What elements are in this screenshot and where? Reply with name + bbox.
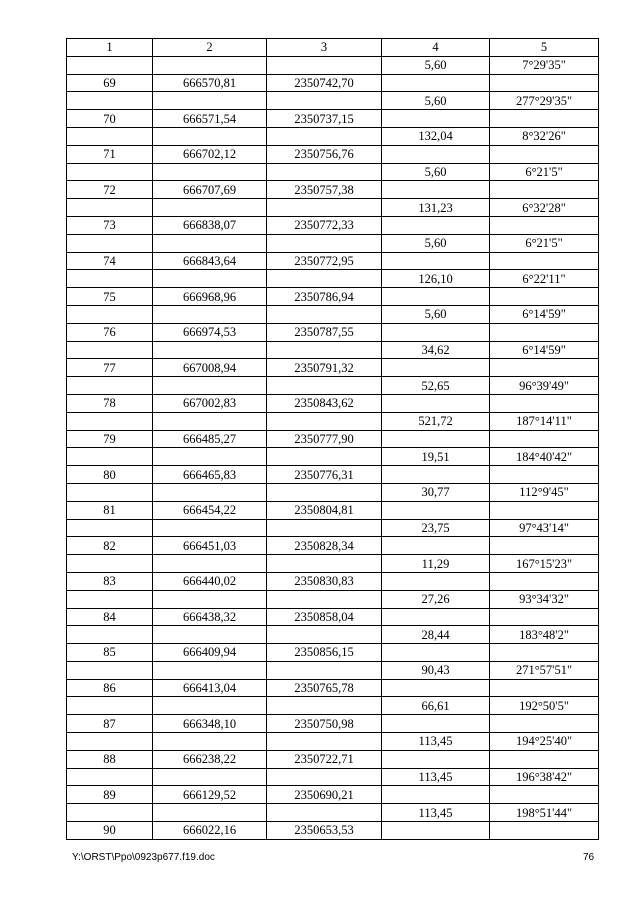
table-cell-col-1 — [67, 590, 153, 608]
table-cell-col-3 — [267, 234, 382, 252]
table-cell-col-3 — [267, 163, 382, 181]
table-cell-col-2 — [153, 234, 267, 252]
table-cell-col-4 — [382, 572, 490, 590]
table-cell-col-5: 6°14'59" — [490, 341, 599, 359]
table-cell-col-3: 2350772,33 — [267, 216, 382, 234]
table-cell-col-2 — [153, 377, 267, 395]
table-cell-col-5: 6°21'5" — [490, 163, 599, 181]
table-cell-col-3 — [267, 270, 382, 288]
table-cell-col-4: 28,44 — [382, 626, 490, 644]
table-cell-col-4 — [382, 252, 490, 270]
table-cell-col-4 — [382, 822, 490, 840]
table-cell-col-1: 82 — [67, 537, 153, 555]
table-cell-col-2 — [153, 804, 267, 822]
table-cell-col-2 — [153, 56, 267, 74]
table-row — [67, 163, 599, 181]
table-cell-col-1: 72 — [67, 181, 153, 199]
table-cell-col-3: 2350830,83 — [267, 572, 382, 590]
table-cell-col-3: 2350750,98 — [267, 715, 382, 733]
table-cell-col-2 — [153, 519, 267, 537]
table-cell-col-1 — [67, 56, 153, 74]
table-cell-col-3 — [267, 483, 382, 501]
table-cell-col-5: 6°22'11" — [490, 270, 599, 288]
table-cell-col-4: 5,60 — [382, 163, 490, 181]
table-cell-col-3: 2350804,81 — [267, 501, 382, 519]
table-cell-col-5: 184°40'42" — [490, 448, 599, 466]
table-cell-col-1 — [67, 341, 153, 359]
table-cell-col-4 — [382, 537, 490, 555]
table-row — [67, 270, 599, 288]
table-row — [67, 216, 599, 234]
table-row — [67, 110, 599, 128]
table-cell-col-1: 79 — [67, 430, 153, 448]
table-cell-col-1 — [67, 92, 153, 110]
table-cell-col-5 — [490, 110, 599, 128]
table-row — [67, 56, 599, 74]
table-cell-col-1 — [67, 270, 153, 288]
table-row — [67, 323, 599, 341]
table-row — [67, 341, 599, 359]
table-row — [67, 199, 599, 217]
footer-page-number: 76 — [583, 852, 595, 863]
table-cell-col-5 — [490, 323, 599, 341]
table-cell-col-5 — [490, 537, 599, 555]
header-col-1: 1 — [67, 39, 153, 57]
table-cell-col-1 — [67, 305, 153, 323]
table-cell-col-2 — [153, 199, 267, 217]
table-cell-col-2: 666438,32 — [153, 608, 267, 626]
table-cell-col-3: 2350742,70 — [267, 74, 382, 92]
table-cell-col-3: 2350791,32 — [267, 359, 382, 377]
table-cell-col-2 — [153, 626, 267, 644]
table-cell-col-3: 2350772,95 — [267, 252, 382, 270]
table-cell-col-1: 81 — [67, 501, 153, 519]
table-cell-col-3 — [267, 127, 382, 145]
header-col-2: 2 — [153, 39, 267, 57]
table-cell-col-1: 89 — [67, 786, 153, 804]
table-cell-col-5: 167°15'23" — [490, 555, 599, 573]
table-cell-col-5: 6°21'5" — [490, 234, 599, 252]
table-row — [67, 394, 599, 412]
table-cell-col-4 — [382, 466, 490, 484]
table-cell-col-3 — [267, 412, 382, 430]
table-cell-col-3 — [267, 733, 382, 751]
table-cell-col-4 — [382, 679, 490, 697]
table-cell-col-3: 2350828,34 — [267, 537, 382, 555]
table-cell-col-5 — [490, 466, 599, 484]
table-cell-col-4 — [382, 644, 490, 662]
header-col-3: 3 — [267, 39, 382, 57]
table-cell-col-5: 7°29'35" — [490, 56, 599, 74]
table-header-row — [67, 39, 599, 57]
table-cell-col-2: 666571,54 — [153, 110, 267, 128]
table-cell-col-4: 5,60 — [382, 92, 490, 110]
table-cell-col-4: 11,29 — [382, 555, 490, 573]
table-cell-col-4: 19,51 — [382, 448, 490, 466]
table-cell-col-3 — [267, 555, 382, 573]
table-row — [67, 466, 599, 484]
table-cell-col-5: 6°14'59" — [490, 305, 599, 323]
table-cell-col-1 — [67, 234, 153, 252]
table-cell-col-4 — [382, 288, 490, 306]
table-cell-col-1: 78 — [67, 394, 153, 412]
table-cell-col-3 — [267, 804, 382, 822]
table-cell-col-4 — [382, 216, 490, 234]
table-cell-col-1: 74 — [67, 252, 153, 270]
table-cell-col-2: 666238,22 — [153, 750, 267, 768]
table-cell-col-1 — [67, 163, 153, 181]
table-cell-col-2 — [153, 697, 267, 715]
table-cell-col-2 — [153, 127, 267, 145]
table-row — [67, 768, 599, 786]
table-cell-col-3 — [267, 519, 382, 537]
table-cell-col-1: 86 — [67, 679, 153, 697]
table-cell-col-1: 90 — [67, 822, 153, 840]
table-cell-col-2: 666451,03 — [153, 537, 267, 555]
table-cell-col-5 — [490, 750, 599, 768]
table-cell-col-5 — [490, 644, 599, 662]
table-cell-col-5 — [490, 181, 599, 199]
table-cell-col-5: 194°25'40" — [490, 733, 599, 751]
table-row — [67, 305, 599, 323]
table-row — [67, 483, 599, 501]
table-cell-col-2: 666702,12 — [153, 145, 267, 163]
table-cell-col-1 — [67, 733, 153, 751]
table-cell-col-5 — [490, 216, 599, 234]
table-cell-col-5 — [490, 359, 599, 377]
table-cell-col-1 — [67, 555, 153, 573]
table-cell-col-2: 666440,02 — [153, 572, 267, 590]
table-cell-col-1: 88 — [67, 750, 153, 768]
table-cell-col-5 — [490, 715, 599, 733]
table-cell-col-2: 666485,27 — [153, 430, 267, 448]
table-cell-col-1 — [67, 448, 153, 466]
table-cell-col-4: 27,26 — [382, 590, 490, 608]
table-cell-col-2: 666022,16 — [153, 822, 267, 840]
table-cell-col-1: 76 — [67, 323, 153, 341]
table-row — [67, 537, 599, 555]
table-cell-col-5: 196°38'42" — [490, 768, 599, 786]
table-cell-col-3: 2350843,62 — [267, 394, 382, 412]
table-cell-col-3 — [267, 341, 382, 359]
table-cell-col-2 — [153, 163, 267, 181]
table-cell-col-3 — [267, 56, 382, 74]
table-row — [67, 572, 599, 590]
table-cell-col-3 — [267, 377, 382, 395]
table-cell-col-4 — [382, 786, 490, 804]
table-cell-col-2: 666707,69 — [153, 181, 267, 199]
table-cell-col-5: 96°39'49" — [490, 377, 599, 395]
table-cell-col-4: 132,04 — [382, 127, 490, 145]
table-cell-col-1: 77 — [67, 359, 153, 377]
table-cell-col-3: 2350786,94 — [267, 288, 382, 306]
table-cell-col-4: 5,60 — [382, 56, 490, 74]
table-cell-col-1: 85 — [67, 644, 153, 662]
table-row — [67, 750, 599, 768]
table-cell-col-2: 667002,83 — [153, 394, 267, 412]
table-cell-col-4: 113,45 — [382, 804, 490, 822]
coordinates-table — [66, 38, 599, 840]
table-cell-col-5: 93°34'32" — [490, 590, 599, 608]
table-cell-col-2 — [153, 305, 267, 323]
table-cell-col-5 — [490, 608, 599, 626]
table-cell-col-1 — [67, 626, 153, 644]
table-cell-col-1: 73 — [67, 216, 153, 234]
table-cell-col-5 — [490, 430, 599, 448]
table-cell-col-2: 666974,53 — [153, 323, 267, 341]
table-row — [67, 804, 599, 822]
table-cell-col-3 — [267, 305, 382, 323]
table-cell-col-4: 5,60 — [382, 305, 490, 323]
table-cell-col-3: 2350858,04 — [267, 608, 382, 626]
table-cell-col-5 — [490, 145, 599, 163]
table-cell-col-5 — [490, 786, 599, 804]
table-cell-col-1: 71 — [67, 145, 153, 163]
table-row — [67, 127, 599, 145]
table-row — [67, 412, 599, 430]
table-cell-col-3 — [267, 768, 382, 786]
table-cell-col-5 — [490, 252, 599, 270]
table-cell-col-4: 90,43 — [382, 661, 490, 679]
table-cell-col-2 — [153, 555, 267, 573]
table-cell-col-2: 666129,52 — [153, 786, 267, 804]
table-cell-col-1: 70 — [67, 110, 153, 128]
table-cell-col-5: 271°57'51" — [490, 661, 599, 679]
table-cell-col-2: 666454,22 — [153, 501, 267, 519]
header-col-4: 4 — [382, 39, 490, 57]
table-cell-col-4: 23,75 — [382, 519, 490, 537]
table-cell-col-4 — [382, 394, 490, 412]
table-cell-col-2 — [153, 92, 267, 110]
table-cell-col-5: 6°32'28" — [490, 199, 599, 217]
table-cell-col-1 — [67, 483, 153, 501]
table-cell-col-3: 2350756,76 — [267, 145, 382, 163]
table-cell-col-3: 2350787,55 — [267, 323, 382, 341]
table-cell-col-2 — [153, 733, 267, 751]
table-row — [67, 697, 599, 715]
table-cell-col-1 — [67, 127, 153, 145]
table-cell-col-3: 2350653,53 — [267, 822, 382, 840]
table-cell-col-4: 66,61 — [382, 697, 490, 715]
table-cell-col-4: 5,60 — [382, 234, 490, 252]
table-row — [67, 786, 599, 804]
table-cell-col-4 — [382, 145, 490, 163]
table-cell-col-2: 667008,94 — [153, 359, 267, 377]
table-body — [67, 56, 599, 839]
table-cell-col-1 — [67, 377, 153, 395]
table-cell-col-4: 113,45 — [382, 733, 490, 751]
table-row — [67, 679, 599, 697]
table-cell-col-2: 666348,10 — [153, 715, 267, 733]
table-cell-col-2: 666968,96 — [153, 288, 267, 306]
table-cell-col-1 — [67, 697, 153, 715]
table-cell-col-5 — [490, 501, 599, 519]
table-cell-col-5: 8°32'26" — [490, 127, 599, 145]
table-cell-col-3 — [267, 661, 382, 679]
table-cell-col-4 — [382, 501, 490, 519]
table-cell-col-5 — [490, 74, 599, 92]
table-row — [67, 644, 599, 662]
table-cell-col-3 — [267, 448, 382, 466]
table-cell-col-3: 2350722,71 — [267, 750, 382, 768]
table-cell-col-4 — [382, 608, 490, 626]
table-row — [67, 74, 599, 92]
table-cell-col-2: 666843,64 — [153, 252, 267, 270]
table-cell-col-5 — [490, 572, 599, 590]
table-row — [67, 715, 599, 733]
table-row — [67, 555, 599, 573]
table-cell-col-3: 2350777,90 — [267, 430, 382, 448]
table-cell-col-2: 666465,83 — [153, 466, 267, 484]
table-row — [67, 359, 599, 377]
table-cell-col-5: 187°14'11" — [490, 412, 599, 430]
table-row — [67, 661, 599, 679]
table-row — [67, 733, 599, 751]
table-cell-col-5: 183°48'2" — [490, 626, 599, 644]
table-row — [67, 608, 599, 626]
table-row — [67, 234, 599, 252]
header-col-5: 5 — [490, 39, 599, 57]
table-cell-col-1: 87 — [67, 715, 153, 733]
table-cell-col-3 — [267, 626, 382, 644]
table-cell-col-1: 80 — [67, 466, 153, 484]
table-cell-col-4 — [382, 74, 490, 92]
table-cell-col-1: 84 — [67, 608, 153, 626]
table-cell-col-4: 131,23 — [382, 199, 490, 217]
table-cell-col-2: 666838,07 — [153, 216, 267, 234]
table-cell-col-4 — [382, 323, 490, 341]
table-row — [67, 501, 599, 519]
table-row — [67, 92, 599, 110]
table-cell-col-3: 2350776,31 — [267, 466, 382, 484]
table-cell-col-4: 30,77 — [382, 483, 490, 501]
table-row — [67, 626, 599, 644]
table-cell-col-2: 666570,81 — [153, 74, 267, 92]
table-cell-col-2 — [153, 270, 267, 288]
table-cell-col-1 — [67, 661, 153, 679]
table-cell-col-4: 52,65 — [382, 377, 490, 395]
table-cell-col-2 — [153, 448, 267, 466]
table-cell-col-4 — [382, 110, 490, 128]
table-cell-col-1 — [67, 412, 153, 430]
table-cell-col-3: 2350765,78 — [267, 679, 382, 697]
table-row — [67, 448, 599, 466]
table-cell-col-1 — [67, 199, 153, 217]
table-cell-col-1: 69 — [67, 74, 153, 92]
footer-file-path: Y:\ORST\Ppo\0923p677.f19.doc — [72, 852, 215, 863]
table-row — [67, 252, 599, 270]
table-row — [67, 822, 599, 840]
table-cell-col-4 — [382, 715, 490, 733]
table-row — [67, 590, 599, 608]
table-cell-col-4: 113,45 — [382, 768, 490, 786]
table-cell-col-3 — [267, 92, 382, 110]
table-cell-col-4 — [382, 359, 490, 377]
table-cell-col-1: 83 — [67, 572, 153, 590]
table-cell-col-2: 666409,94 — [153, 644, 267, 662]
table-row — [67, 377, 599, 395]
table-cell-col-3: 2350856,15 — [267, 644, 382, 662]
table-cell-col-2 — [153, 590, 267, 608]
table-cell-col-1: 75 — [67, 288, 153, 306]
table-cell-col-5 — [490, 822, 599, 840]
table-cell-col-5: 112°9'45" — [490, 483, 599, 501]
table-cell-col-2 — [153, 768, 267, 786]
table-cell-col-1 — [67, 519, 153, 537]
table-row — [67, 288, 599, 306]
table-cell-col-5 — [490, 288, 599, 306]
table-cell-col-1 — [67, 768, 153, 786]
table-cell-col-5: 277°29'35" — [490, 92, 599, 110]
table-cell-col-2 — [153, 661, 267, 679]
table-cell-col-5: 97°43'14" — [490, 519, 599, 537]
table-cell-col-4 — [382, 750, 490, 768]
table-row — [67, 181, 599, 199]
table-cell-col-3: 2350737,15 — [267, 110, 382, 128]
table-cell-col-2 — [153, 412, 267, 430]
table-cell-col-5: 198°51'44" — [490, 804, 599, 822]
table-cell-col-4 — [382, 181, 490, 199]
table-cell-col-4: 34,62 — [382, 341, 490, 359]
table-cell-col-3 — [267, 199, 382, 217]
table-cell-col-5: 192°50'5" — [490, 697, 599, 715]
table-cell-col-4: 521,72 — [382, 412, 490, 430]
table-cell-col-3 — [267, 590, 382, 608]
table-cell-col-5 — [490, 394, 599, 412]
table-row — [67, 519, 599, 537]
table-cell-col-5 — [490, 679, 599, 697]
table-cell-col-4 — [382, 430, 490, 448]
table-cell-col-3 — [267, 697, 382, 715]
table-row — [67, 145, 599, 163]
table-cell-col-2 — [153, 341, 267, 359]
table-cell-col-3: 2350690,21 — [267, 786, 382, 804]
table-cell-col-4: 126,10 — [382, 270, 490, 288]
table-cell-col-2: 666413,04 — [153, 679, 267, 697]
table-cell-col-2 — [153, 483, 267, 501]
table-row — [67, 430, 599, 448]
table-cell-col-1 — [67, 804, 153, 822]
table-cell-col-3: 2350757,38 — [267, 181, 382, 199]
